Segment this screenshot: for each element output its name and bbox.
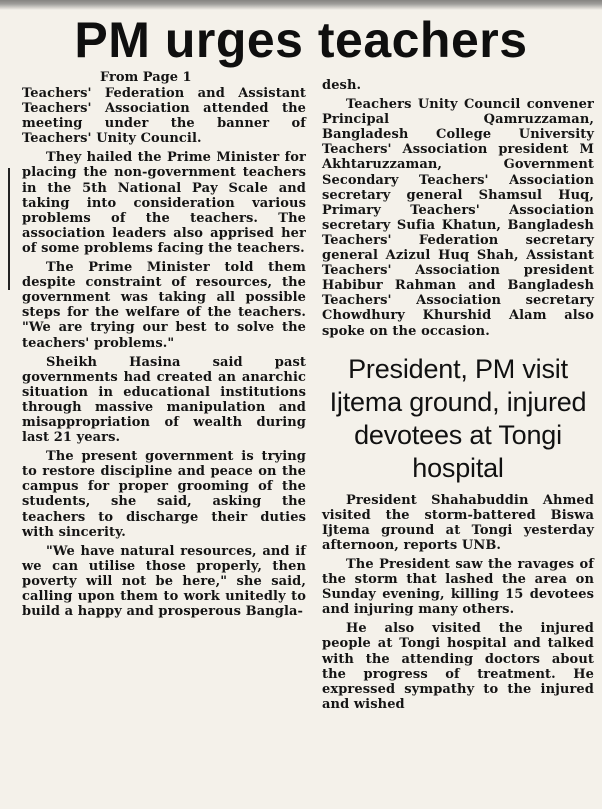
- paragraph: President Shahabuddin Ahmed visited the storm-battered Biswa Ijtema ground at Tongi yesterday afternoon, reports UNB.: [322, 492, 594, 553]
- paragraph: Sheikh Hasina said past governments had created an anarchic situation in educational institutions through massive manipulation and misappropriation of wealth during last 21 years.: [22, 354, 306, 446]
- paragraph: "We have natural resources, and if we can utilise those properly, then poverty will not be here," she said, calling upon them to work unitedly to build a happy and prosperous Bangla-: [22, 543, 306, 620]
- paragraph: The President saw the ravages of the storm that lashed the area on Sunday evening, killing 15 devotees and injuring many others.: [322, 556, 594, 618]
- paragraph: Teachers' Federation and Assistant Teachers' Association attended the meeting under the banner of Teachers' Unity Council.: [22, 86, 306, 147]
- paragraph: Teachers Unity Council convener Principal Qamruzzaman, Bangladesh College University Teachers' Association president M Akhtaruzzaman, Government Secondary Teachers' Association secretary general Shamsul Huq, Primary Teachers' Association secretary Sufia Khatun, Bangladesh Teachers' Federation secretary general Azizul Huq Shah, Assistant Teachers' Association president Habibur Rahman and Bangladesh Teachers' Association secretary Chowdhury Khurshid Alam also spoke on the occasion.: [322, 97, 594, 339]
- paragraph: He also visited the injured people at Tongi hospital and talked with the attending doctors about the progress of treatment. He expressed sympathy to the injured and wished: [322, 621, 594, 712]
- second-story-headline: President, PM visit Ijtema ground, injured devotees at Tongi hospital: [329, 353, 587, 483]
- continuation-text: desh.: [322, 78, 362, 93]
- column-rule: [8, 168, 10, 290]
- paragraph: The Prime Minister told them despite constraint of resources, the government was taking all possible steps for the welfare of the teachers. "We are trying our best to solve the teachers' problems.": [22, 260, 306, 351]
- headline: PM urges teachers: [74, 12, 528, 68]
- paragraph: The present government is trying to restore discipline and peace on the campus for proper grooming of the students, she said, asking the teachers to discharge their duties with sincerity.: [22, 449, 306, 540]
- right-column: [322, 78, 594, 716]
- paragraph: They hailed the Prime Minister for placing the non-government teachers in the 5th National Pay Scale and taking into consideration various problems of the teachers. The association leaders also apprised her of some problems facing the teachers.: [22, 150, 306, 256]
- jump-line: From Page 1: [100, 70, 192, 85]
- left-column: [22, 86, 306, 623]
